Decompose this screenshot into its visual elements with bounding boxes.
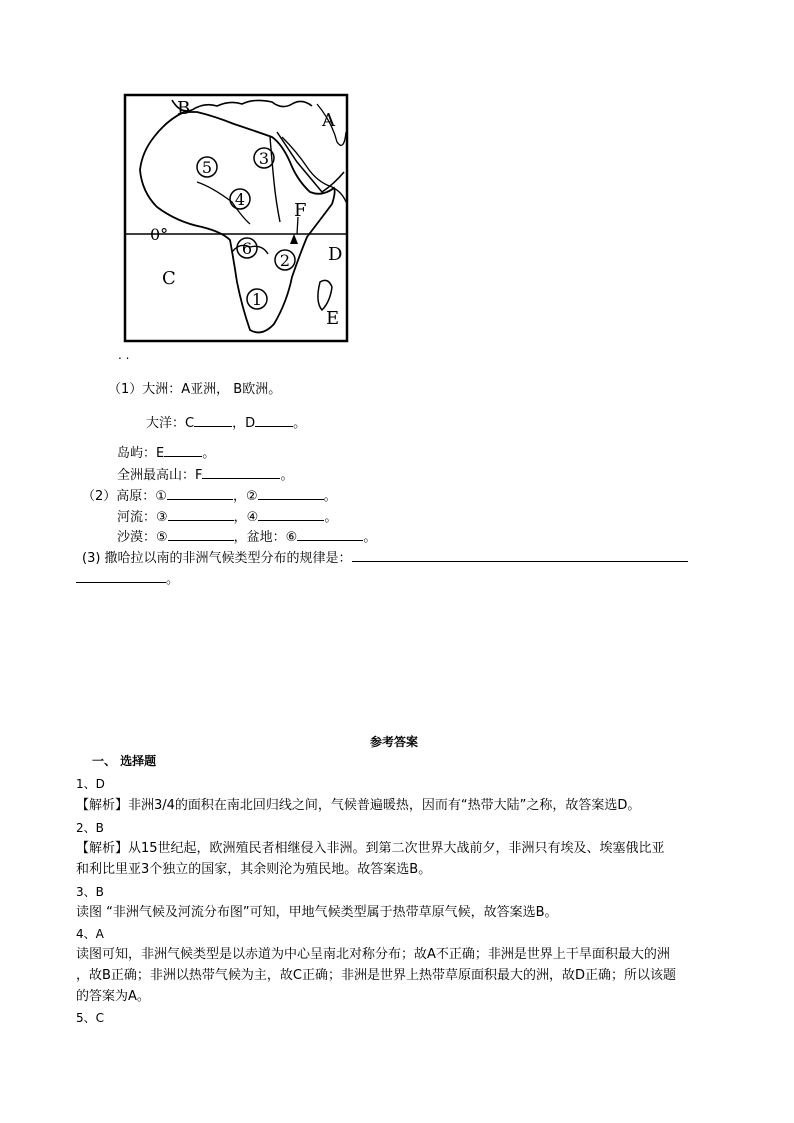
explain-2a: 【解析】从15世纪起，欧洲殖民者相继侵入非洲。到第二次世界大战前夕，非洲只有埃及、埃塞俄比亚 <box>76 841 665 856</box>
blank-f <box>202 464 280 479</box>
europe-coast <box>172 100 312 111</box>
mountain-triangle <box>290 234 298 244</box>
explain-4b: ，故B正确；非洲以热带气候为主，故C正确；非洲是世界上热带草原面积最大的洲，故D正确；所以该题 <box>76 968 677 983</box>
africa-map <box>122 92 350 344</box>
blank-2 <box>258 485 324 500</box>
q3-line2: 。 <box>76 568 179 589</box>
asia-coast <box>277 132 344 192</box>
blank-1 <box>167 485 233 500</box>
answer-5: 5、C <box>76 1011 105 1025</box>
blank-q3a <box>352 547 688 562</box>
q1-line4: 全洲最高山：F 。 <box>117 464 294 485</box>
num-3: 3 <box>258 149 270 168</box>
blank-6 <box>297 526 363 541</box>
label-A: A <box>322 110 335 131</box>
explain-2b: 和利比里亚3个独立的国家，其余则沦为殖民地。故答案选B。 <box>76 862 432 877</box>
answer-3: 3、B <box>76 885 104 899</box>
answer-2: 2、B <box>76 821 104 835</box>
blank-3 <box>168 506 234 521</box>
num-4: 4 <box>234 190 246 209</box>
answers-section: 一、 选择题 <box>92 754 157 768</box>
blank-4 <box>258 506 324 521</box>
q3-line: (3) 撒哈拉以南的非洲气候类型分布的规律是： <box>82 547 688 568</box>
num-1: 1 <box>251 290 263 309</box>
explain-1: 【解析】非洲3/4的面积在南北回归线之间，气候普遍暖热，因而有“热带大陆”之称，故答案选D。 <box>76 798 641 813</box>
num-5: 5 <box>201 158 213 177</box>
blank-c <box>194 412 232 427</box>
label-B: B <box>177 98 191 119</box>
arabia-coast <box>282 137 346 202</box>
q1-line2: 大洋：C ，D 。 <box>146 412 306 433</box>
blank-5 <box>168 526 234 541</box>
africa-outline <box>140 112 335 332</box>
label-C: C <box>162 268 176 289</box>
label-D: D <box>328 244 343 265</box>
small-marks: . . <box>118 348 130 362</box>
q1-line1: （1）大洲：A亚洲， B欧洲。 <box>108 382 282 397</box>
q2-desert: 沙漠：⑤ ，盆地：⑥ 。 <box>117 526 376 547</box>
label-E: E <box>326 308 340 329</box>
num-6: 6 <box>241 239 253 258</box>
madagascar <box>318 280 332 310</box>
explain-3: 读图 “非洲气候及河流分布图”可知，甲地气候类型属于热带草原气候，故答案选B。 <box>76 905 558 920</box>
explain-4c: 的答案为A。 <box>76 989 150 1004</box>
answer-4: 4、A <box>76 927 104 941</box>
num-2: 2 <box>279 251 291 270</box>
explain-4a: 读图可知，非洲气候类型是以赤道为中心呈南北对称分布；故A不正确；非洲是世界上干旱面积最大的洲 <box>76 947 670 962</box>
answer-1: 1、D <box>76 777 105 791</box>
label-zero: 0° <box>150 225 169 244</box>
blank-e <box>164 442 202 457</box>
label-F: F <box>294 200 307 221</box>
q1-line3: 岛屿：E 。 <box>117 442 215 463</box>
q2-plateau: （2）高原：① ，② 。 <box>82 485 337 506</box>
nile-river <box>270 137 280 222</box>
q2-river: 河流：③ ，④ 。 <box>117 506 337 527</box>
blank-d <box>255 412 293 427</box>
blank-q3b <box>76 568 166 583</box>
answers-heading: 参考答案 <box>370 735 419 749</box>
